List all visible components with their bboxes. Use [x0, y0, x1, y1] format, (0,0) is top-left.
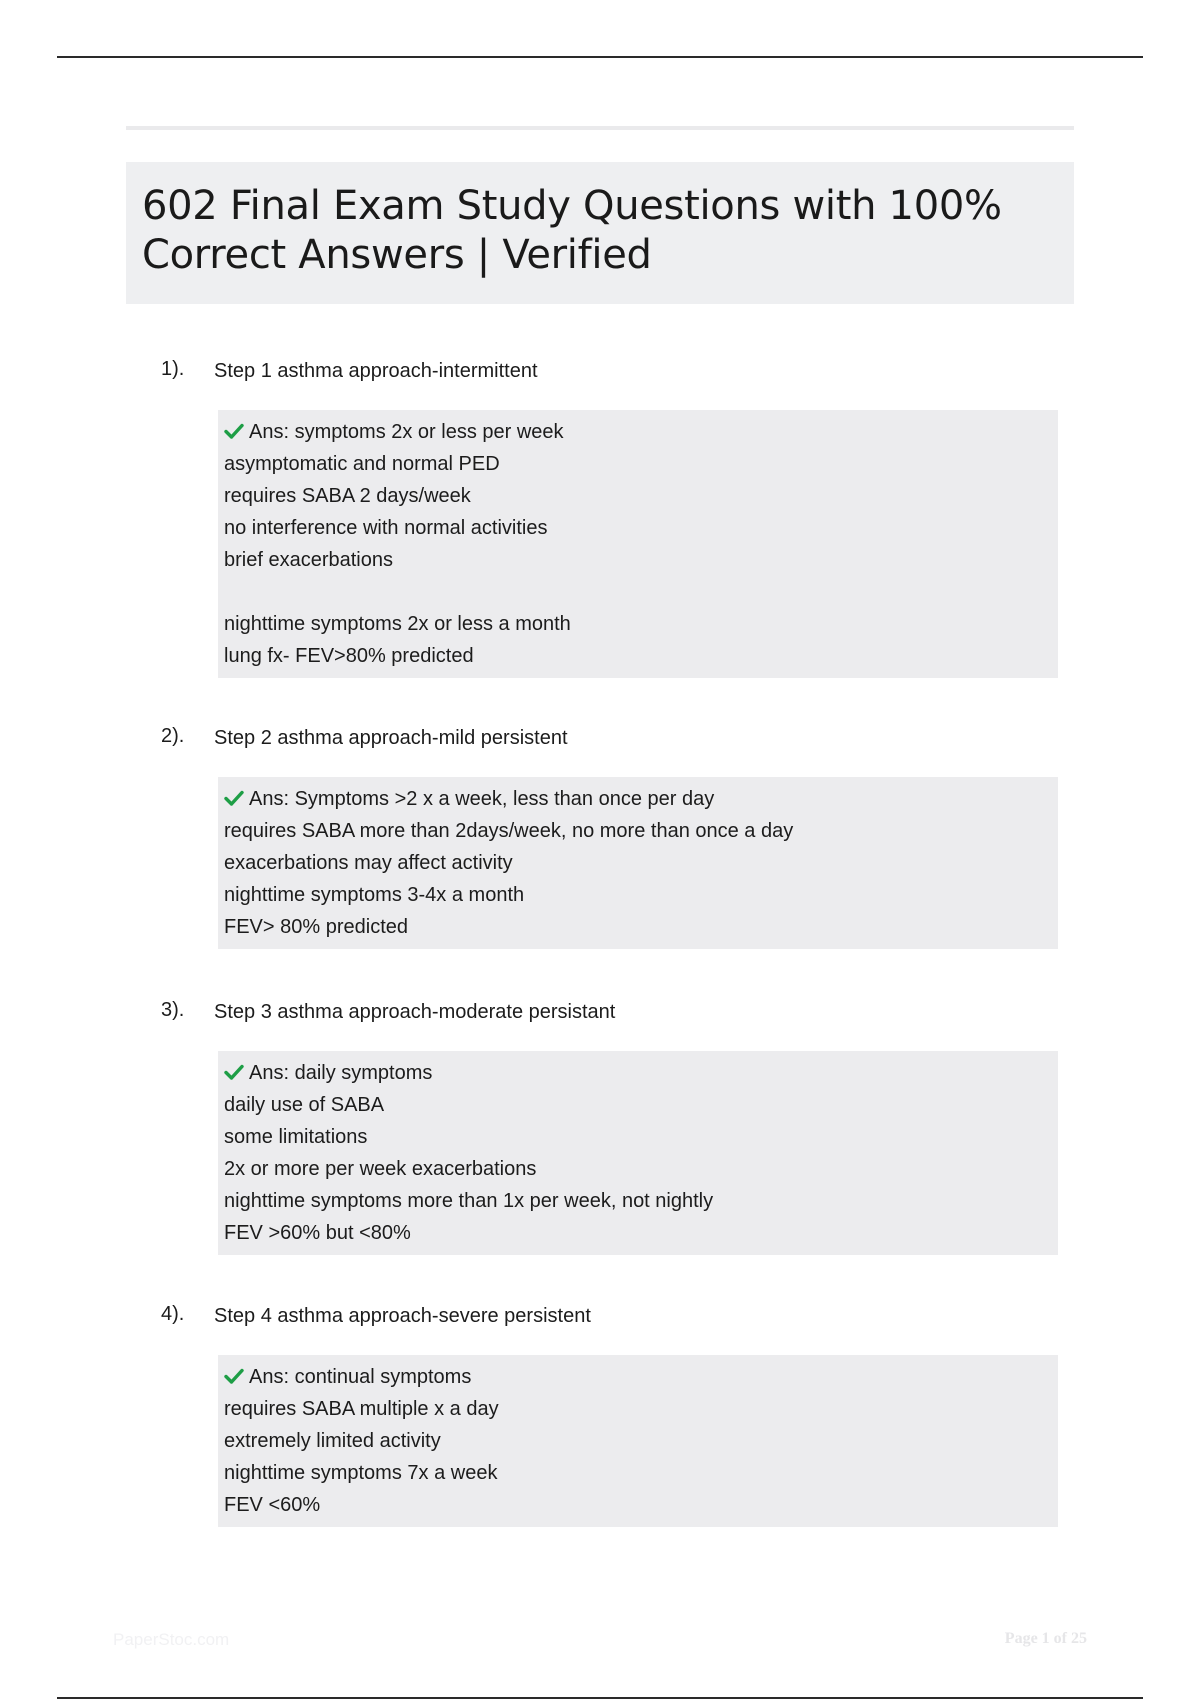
answer-line: requires SABA multiple x a day	[224, 1398, 499, 1420]
check-icon	[224, 789, 244, 807]
header-divider	[126, 126, 1074, 130]
answer-line-blank	[224, 576, 1050, 608]
question-prompt: Step 3 asthma approach-moderate persistant	[214, 1001, 616, 1023]
title-banner	[126, 162, 1074, 304]
answer-line: daily use of SABA	[224, 1094, 385, 1116]
question-number: 1).	[161, 358, 185, 380]
answer-line: no interference with normal activities	[224, 517, 548, 539]
answer-line	[224, 783, 1050, 815]
answer-box	[218, 777, 1058, 949]
question-number: 3).	[161, 999, 185, 1021]
check-icon	[224, 1063, 244, 1081]
question-number: 2).	[161, 725, 185, 747]
answer-line	[224, 416, 1050, 448]
answer-line: requires SABA more than 2days/week, no more than once a day	[224, 820, 794, 842]
footer-watermark: PaperStoc.com	[113, 1630, 230, 1649]
bottom-rule	[57, 1697, 1143, 1699]
answer-text: Ans: continual symptoms	[249, 1366, 472, 1388]
answer-line: nighttime symptoms 7x a week	[224, 1462, 498, 1484]
answer-box	[218, 1355, 1058, 1527]
answer-line: asymptomatic and normal PED	[224, 453, 500, 475]
answer-line: extremely limited activity	[224, 1430, 441, 1452]
answer-line: nighttime symptoms 2x or less a month	[224, 613, 571, 635]
answer-line: nighttime symptoms more than 1x per week, not nightly	[224, 1190, 714, 1212]
answer-line: brief exacerbations	[224, 549, 393, 571]
answer-line: lung fx- FEV>80% predicted	[224, 645, 474, 667]
answer-box	[218, 410, 1058, 678]
answer-line	[224, 1361, 1050, 1393]
question-prompt: Step 2 asthma approach-mild persistent	[214, 727, 568, 749]
answer-line: requires SABA 2 days/week	[224, 485, 471, 507]
page-title: 602 Final Exam Study Questions with 100% Correct Answers | Verified	[142, 183, 1002, 278]
answer-line: some limitations	[224, 1126, 368, 1148]
answer-text: Ans: daily symptoms	[249, 1062, 433, 1084]
answer-line: exacerbations may affect activity	[224, 852, 513, 874]
page-indicator: Page 1 of 25	[1004, 1630, 1087, 1647]
answer-text: Ans: symptoms 2x or less per week	[249, 421, 564, 443]
answer-line	[224, 1057, 1050, 1089]
question-number: 4).	[161, 1303, 185, 1325]
answer-line: FEV <60%	[224, 1494, 321, 1516]
question-prompt: Step 1 asthma approach-intermittent	[214, 360, 538, 382]
check-icon	[224, 422, 244, 440]
answer-line: nighttime symptoms 3-4x a month	[224, 884, 525, 906]
answer-line: FEV> 80% predicted	[224, 916, 408, 938]
top-rule	[57, 56, 1143, 58]
answer-line: 2x or more per week exacerbations	[224, 1158, 537, 1180]
answer-text: Ans: Symptoms >2 x a week, less than once per day	[249, 788, 715, 810]
check-icon	[224, 1367, 244, 1385]
question-prompt: Step 4 asthma approach-severe persistent	[214, 1305, 591, 1327]
answer-box	[218, 1051, 1058, 1255]
answer-line: FEV >60% but <80%	[224, 1222, 411, 1244]
